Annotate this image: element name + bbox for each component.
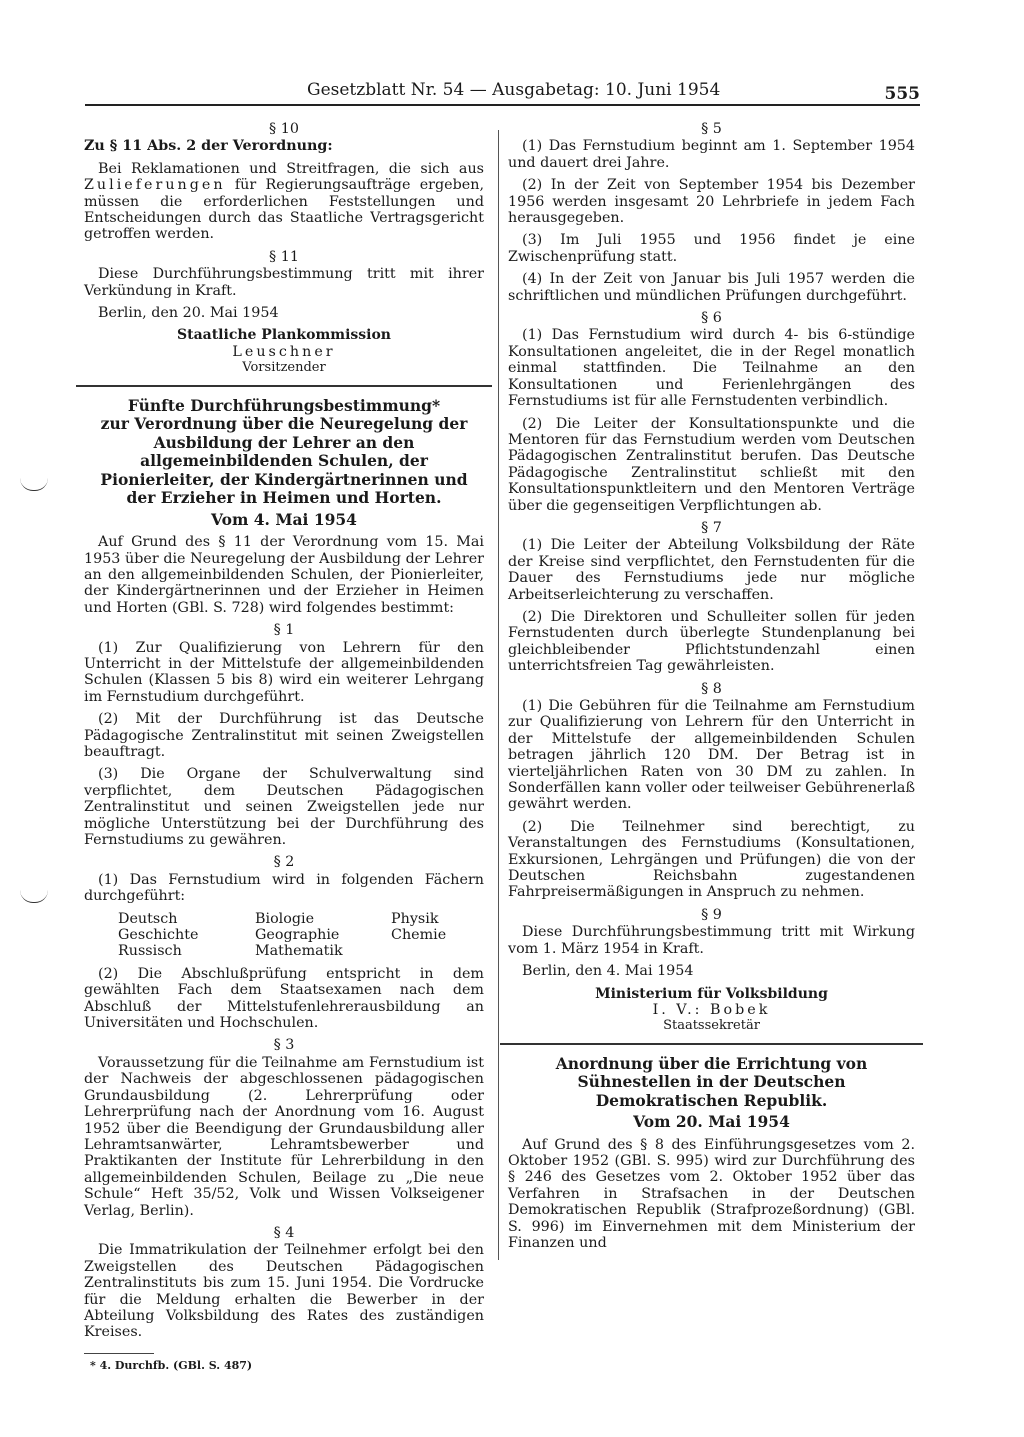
paragraph: (1) Die Leiter der Abteilung Volksbildung der Räte der Kreise sind verpflichtet, den Fernstudenten für die Dauer des Fernstudiums jede nur mögliche Arbeitserleichterung zu verschaffen. [508,537,915,603]
document-date: Vom 4. Mai 1954 [211,509,357,529]
page-number: 555 [884,84,920,104]
paragraph: (1) Das Fernstudium beginnt am 1. September 1954 und dauert drei Jahre. [508,138,915,171]
section-heading: § 11 [269,248,299,265]
signature-title: Staatssekretär [663,1018,760,1034]
right-column [508,118,915,1257]
section-heading: § 6 [701,310,722,327]
paragraph: (2) Mit der Durchführung ist das Deutsche Pädagogische Zentralinstitut mit seinen Zweigstellen beauftragt. [84,711,484,760]
paragraph: Auf Grund des § 11 der Verordnung vom 15. Mai 1953 über die Neuregelung der Ausbildung der Lehrer an den allgemeinbildenden Schulen, der Pionierleiter, der Kindergärtnerinnen und der Erzieher in Heimen und Horten (GBl. S. 728) wird folgendes bestimmt: [84,534,484,616]
subject-list [118,911,484,960]
subject: Chemie [391,927,447,944]
margin-mark [20,478,48,491]
document-date: Vom 20. Mai 1954 [633,1112,790,1132]
paragraph: Die Immatrikulation der Teilnehmer erfolgt bei den Zweigstellen des Deutschen Pädagogischen Zentralinstituts bis zum 15. Juni 1954. Die Vordrucke für die Meldung erhalten die Bewerber in der Abteilung Volksbildung des Rates des zuständigen Kreises. [84,1242,484,1341]
paragraph: (1) Das Fernstudium wird in folgenden Fächern durchgeführt: [84,871,484,905]
footnote-rule [84,1353,154,1354]
paragraph: (2) Die Leiter der Konsultationspunkte und die Mentoren für das Fernstudium werden vom Deutschen Pädagogischen Zentralinstitut berufen. Das Deutsche Pädagogische Zentralinstitut schließt mit den Konsultationspunktleitern und den Mentoren Verträge über die gegenseitigen Verpflichtungen ab. [508,415,915,514]
document-title-line: Fünfte Durchführungsbestimmung* [127,395,441,415]
signature-organization: Staatliche Plankommission [177,327,391,344]
section-heading: § 1 [273,622,295,639]
paragraph: (1) Die Gebühren für die Teilnahme am Fernstudium zur Qualifizierung von Lehrern für den Unterricht in der Mittelstufe der allgemeinbildenden Schulen betragen jährlich 120 DM. Der Betrag ist in vierteljährlichen Raten von 30 DM zu zahlen. In Sonderfällen kann voller oder teilweiser Gebührenerlaß gewährt werden. [508,698,915,813]
section-rule [500,1043,923,1045]
subject: Russisch [118,943,182,960]
section-heading: § 2 [273,854,295,871]
section-heading: § 4 [273,1224,295,1241]
paragraph: Auf Grund des § 8 des Einführungsgesetzes vom 2. Oktober 1952 (GBl. S. 995) wird zur Durchführung des § 246 des Gesetzes vom 2. Oktober 1952 über das Verfahren in Strafsachen in der Deutschen Demokratischen Republik (Strafprozeßordnung) (GBl. S. 996) im Einvernehmen mit dem Ministerium der Finanzen und [508,1136,915,1252]
paragraph: (3) Die Organe der Schulverwaltung sind verpflichtet, dem Deutschen Pädagogischen Zentralinstitut und seinen Zweigstellen jede nur mögliche Unterstützung bei der Durchführung des Fernstudiums zu gewähren. [84,766,484,848]
footnote: * 4. Durchfb. (GBl. S. 487) [90,1358,253,1372]
margin-mark [20,890,48,903]
header-rule [85,104,920,106]
subject: Deutsch [118,910,178,927]
subject: Physik [391,910,439,927]
section-heading: § 5 [701,121,722,137]
paragraph: (2) Die Teilnehmer sind berechtigt, zu Veranstaltungen des Fernstudiums (Konsultationen, Exkursionen, Lehrgängen und Prüfungen) die von der Deutschen Reichsbahn zugestandenen Fahrpreisermäßigungen in Anspruch zu nehmen. [508,818,915,901]
date-line: Berlin, den 4. Mai 1954 [522,963,694,980]
document-title [84,397,484,508]
page-header [85,80,920,104]
left-column [84,118,484,1374]
gazette-title: Gesetzblatt Nr. 54 — Ausgabetag: 10. Juni 1954 [307,80,721,100]
paragraph: Diese Durchführungsbestimmung tritt mit ihrer Verkündung in Kraft. [84,266,484,299]
section-subheading: Zu § 11 Abs. 2 der Verordnung: [84,138,333,155]
paragraph: (1) Zur Qualifizierung von Lehrern für den Unterricht in der Mittelstufe der allgemeinbildenden Schulen (Klassen 5 bis 8) wird ein weiterer Lehrgang im Fernstudium durchgeführt. [84,639,484,705]
subject: Geschichte [118,927,199,944]
section-heading: § 8 [701,680,722,697]
paragraph: (2) Die Direktoren und Schulleiter sollen für jeden Fernstudenten durch überlegte Stundenplanung bei gleichbleibender Pflichtstundenzahl einen unterrichtsfreien Tag gewährleisten. [508,608,915,675]
paragraph: (3) Im Juli 1955 und 1956 findet je eine Zwischenprüfung statt. [508,232,915,265]
paragraph: (2) In der Zeit von September 1954 bis Dezember 1956 werden insgesamt 20 Lehrbriefe in jedem Fach herausgegeben. [508,177,915,227]
subject: Mathematik [255,943,343,960]
document-title-line: zur Verordnung über die Neuregelung der Ausbildung der Lehrer an den allgemeinbildenden Schulen, der Pionierleiter, der Kindergärtnerinnen und der Erzieher in Heimen und Horten. [100,414,468,508]
paragraph: Voraussetzung für die Teilnahme am Fernstudium ist der Nachweis der abgeschlossenen pädagogischen Grundausbildung (2. Lehrerprüfung oder Lehrerprüfung nach der Anordnung vom 16. August 1952 über die Beendigung der Grundausbildung aller Lehramtsanwärter, Lehramtsbewerber und Praktikanten der Institute für Lehrerbildung in den allgemeinbildenden Schulen, Beilage zu „Die neue Schule“ Heft 35/52, Volk und Wissen Volkseigener Verlag, Berlin). [84,1054,484,1219]
column-divider [498,130,499,1260]
document-title: Anordnung über die Errichtung von Sühnestellen in der Deutschen Demokratischen Republik. [555,1053,868,1110]
signature-organization: Ministerium für Volksbildung [595,985,828,1002]
date-line: Berlin, den 20. Mai 1954 [98,305,279,322]
section-heading: § 9 [701,906,722,923]
paragraph: Diese Durchführungsbestimmung tritt mit Wirkung vom 1. März 1954 in Kraft. [508,924,915,957]
paragraph: (1) Das Fernstudium wird durch 4- bis 6-stündige Konsultationen angeleitet, die in der Regel monatlich einmal stattfinden. Die Teilnahme an den Konsultationen und Ferienlehrgängen des Fernstudiums ist für alle Fernstudenten verbindlich. [508,327,915,410]
section-rule [76,385,492,387]
signature-name: Leuschner [232,343,336,360]
section-heading: § 3 [273,1037,295,1054]
subject: Biologie [255,910,315,927]
subject [391,943,491,959]
paragraph: (4) In der Zeit von Januar bis Juli 1957 werden die schriftlichen und mündlichen Prüfungen durchgeführt. [508,271,915,304]
subject: Geographie [255,927,340,944]
signature-title: Vorsitzender [242,360,326,376]
section-heading: § 10 [269,121,299,137]
section-heading: § 7 [701,519,722,536]
signature-name: I. V.: Bobek [652,1001,771,1018]
spaced-word: Zulieferungen [84,177,226,194]
paragraph: (2) Die Abschlußprüfung entspricht in dem gewählten Fach dem Staatsexamen nach dem Abschluß der Mittelstufenlehrerausbildung an Universitäten und Hochschulen. [84,965,484,1032]
paragraph: Bei Reklamationen und Streitfragen, die sich aus Zulieferungen für Regierungsaufträge ergeben, müssen die erforderlichen Feststellungen und Entscheidungen durch das Staatliche Vertragsgericht getroffen werden. [84,160,484,243]
